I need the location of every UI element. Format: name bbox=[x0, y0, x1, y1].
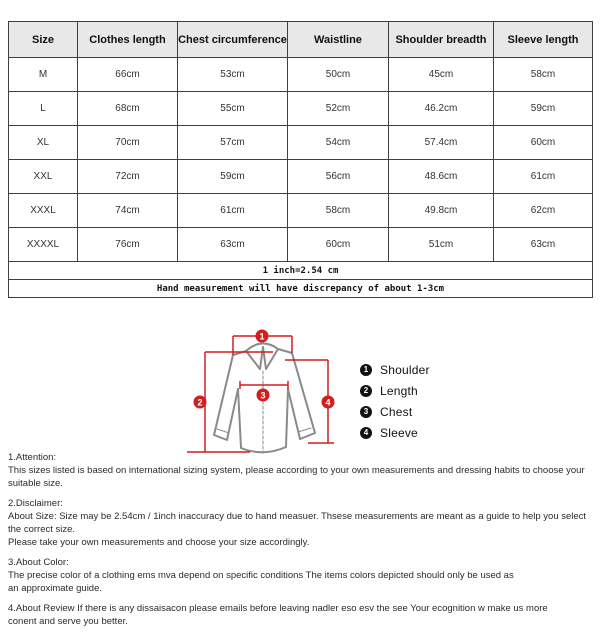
legend-number-badge: 1 bbox=[360, 364, 372, 376]
note-paragraph bbox=[8, 451, 594, 490]
measurement-cell: 46.2cm bbox=[389, 92, 494, 126]
size-cell: L bbox=[9, 92, 78, 126]
measurement-cell: 55cm bbox=[178, 92, 288, 126]
measurement-cell: 60cm bbox=[288, 228, 389, 262]
notes-section bbox=[8, 451, 594, 635]
measurement-cell: 45cm bbox=[389, 58, 494, 92]
marker-4-number: 4 bbox=[325, 397, 331, 408]
size-table bbox=[8, 21, 593, 298]
measurement-cell: 51cm bbox=[389, 228, 494, 262]
legend-item-chest bbox=[360, 405, 430, 419]
legend-label: Sleeve bbox=[380, 426, 418, 440]
measurement-cell: 59cm bbox=[178, 160, 288, 194]
note-line: 1.Attention: bbox=[8, 452, 57, 463]
measurement-cell: 58cm bbox=[494, 58, 593, 92]
note-line: 3.About Color: bbox=[8, 557, 69, 568]
column-header: Clothes length bbox=[78, 22, 178, 58]
measurement-markers bbox=[194, 330, 335, 409]
measurement-cell: 63cm bbox=[494, 228, 593, 262]
measurement-cell: 57.4cm bbox=[389, 126, 494, 160]
measurement-cell: 58cm bbox=[288, 194, 389, 228]
measurement-cell: 63cm bbox=[178, 228, 288, 262]
measurement-cell: 59cm bbox=[494, 92, 593, 126]
footnote-text: 1 inch=2.54 cm bbox=[9, 262, 593, 280]
note-line: About Size: Size may be 2.54cm / 1inch inaccuracy due to hand measuer. Thsese measurements are meant as a guide to help you select the correct size. bbox=[8, 511, 587, 535]
footnote-row bbox=[9, 262, 593, 280]
measurement-cell: 62cm bbox=[494, 194, 593, 228]
legend-label: Shoulder bbox=[380, 363, 430, 377]
note-line: conent and serve you better. bbox=[8, 616, 128, 627]
note-line: 4.About Review If there is any dissaisacon please emails before leaving nadler eso esv the see Your ecognition w make us more bbox=[8, 603, 548, 614]
table-row bbox=[9, 194, 593, 228]
size-cell: M bbox=[9, 58, 78, 92]
measurement-cell: 61cm bbox=[178, 194, 288, 228]
legend-label: Length bbox=[380, 384, 418, 398]
size-cell: XXL bbox=[9, 160, 78, 194]
measurement-cell: 57cm bbox=[178, 126, 288, 160]
measurement-cell: 74cm bbox=[78, 194, 178, 228]
legend-label: Chest bbox=[380, 405, 413, 419]
table-row bbox=[9, 126, 593, 160]
marker-3-number: 3 bbox=[260, 390, 266, 401]
measurement-cell: 68cm bbox=[78, 92, 178, 126]
measurement-cell: 52cm bbox=[288, 92, 389, 126]
measurement-cell: 72cm bbox=[78, 160, 178, 194]
measurement-cell: 56cm bbox=[288, 160, 389, 194]
measurement-cell: 49.8cm bbox=[389, 194, 494, 228]
table-row bbox=[9, 228, 593, 262]
note-line: 2.Disclaimer: bbox=[8, 498, 63, 509]
note-line: The precise color of a clothing ems mva depend on specific conditions The items colors depicted should only be used as bbox=[8, 570, 514, 581]
size-cell: XXXL bbox=[9, 194, 78, 228]
legend-number-badge: 3 bbox=[360, 406, 372, 418]
column-header: Shoulder breadth bbox=[389, 22, 494, 58]
column-header: Size bbox=[9, 22, 78, 58]
legend-number-badge: 2 bbox=[360, 385, 372, 397]
measurement-legend bbox=[360, 363, 430, 447]
table-row bbox=[9, 92, 593, 126]
legend-number-badge: 4 bbox=[360, 427, 372, 439]
footnote-text: Hand measurement will have discrepancy of about 1-3cm bbox=[9, 280, 593, 298]
measurement-cell: 48.6cm bbox=[389, 160, 494, 194]
column-header: Chest circumference bbox=[178, 22, 288, 58]
size-cell: XXXXL bbox=[9, 228, 78, 262]
note-line: Please take your own measurements and choose your size accordingly. bbox=[8, 537, 310, 548]
measurement-cell: 61cm bbox=[494, 160, 593, 194]
legend-item-sleeve bbox=[360, 426, 430, 440]
measurement-cell: 70cm bbox=[78, 126, 178, 160]
measurement-cell: 54cm bbox=[288, 126, 389, 160]
legend-item-shoulder bbox=[360, 363, 430, 377]
size-table-header-row bbox=[9, 22, 593, 58]
measurement-cell: 50cm bbox=[288, 58, 389, 92]
note-line: This sizes listed is based on international sizing system, please according to your own measurements and dressing habits to choose your suitable size. bbox=[8, 465, 585, 489]
measurement-cell: 66cm bbox=[78, 58, 178, 92]
measurement-cell: 60cm bbox=[494, 126, 593, 160]
legend-item-length bbox=[360, 384, 430, 398]
size-cell: XL bbox=[9, 126, 78, 160]
table-row bbox=[9, 160, 593, 194]
note-paragraph bbox=[8, 556, 594, 595]
measurement-cell: 53cm bbox=[178, 58, 288, 92]
marker-2-number: 2 bbox=[197, 397, 203, 408]
measurement-cell: 76cm bbox=[78, 228, 178, 262]
note-paragraph bbox=[8, 497, 594, 549]
column-header: Sleeve length bbox=[494, 22, 593, 58]
note-line: an approximate guide. bbox=[8, 583, 103, 594]
column-header: Waistline bbox=[288, 22, 389, 58]
marker-1-number: 1 bbox=[259, 331, 265, 342]
note-paragraph bbox=[8, 602, 594, 628]
footnote-row bbox=[9, 280, 593, 298]
table-row bbox=[9, 58, 593, 92]
